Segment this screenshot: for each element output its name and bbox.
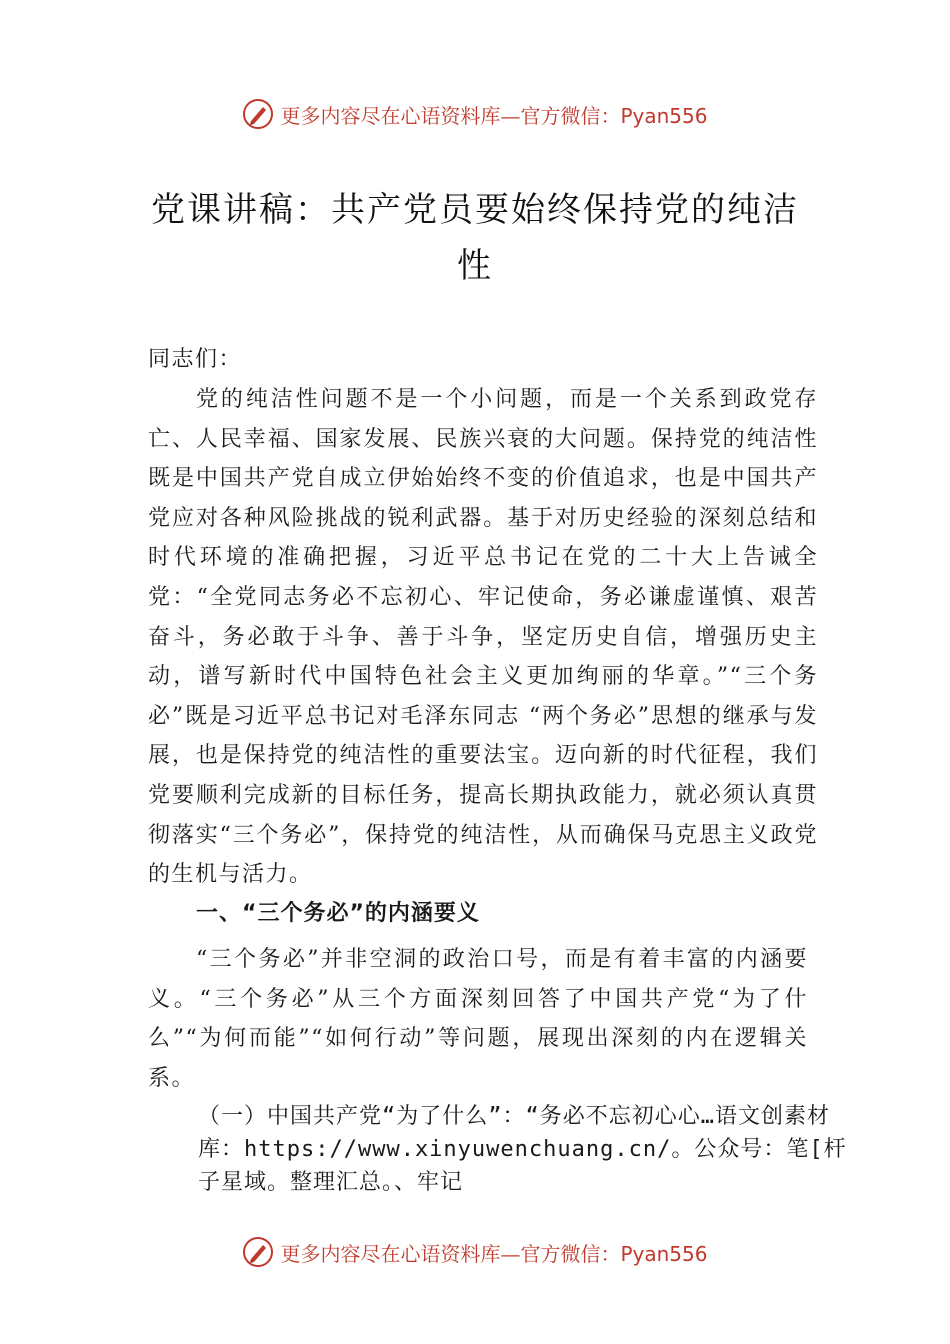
section-paragraph: “三个务必”并非空洞的政治口号，而是有着丰富的内涵要义。“三个务必”从三个方面深刻回答了中国共产党“为了什么”“为何而能”“如何行动”等问题，展现出深刻的内在逻辑关系。: [148, 947, 808, 1091]
banner-separator: —: [500, 1241, 521, 1266]
banner-slogan: 更多内容尽在心语资料库: [280, 103, 501, 128]
document-title: 党课讲稿：共产党员要始终保持党的纯洁性: [151, 190, 799, 286]
banner-slogan: 更多内容尽在心语资料库: [280, 1241, 501, 1266]
banner-wechat: 官方微信：Pyan556: [520, 103, 708, 128]
header-banner: [0, 94, 950, 134]
banner-separator: —: [500, 103, 521, 128]
sub-paragraph: （一）中国共产党“为了什么”：“务必不忘初心心…语文创素材库：https://www.xinyuwenchuang.cn/。公众号：笔[杆子星域。整理汇总。、牢记: [198, 1104, 847, 1195]
pen-logo-icon: [242, 1236, 274, 1268]
intro-paragraph: 党的纯洁性问题不是一个小问题，而是一个关系到政党存亡、人民幸福、国家发展、民族兴衰的大问题。保持党的纯洁性既是中国共产党自成立伊始始终不变的价值追求，也是中国共产党应对各种风险挑战的锐利武器。基于对历史经验的深刻总结和时代环境的准确把握，习近平总书记在党的二十大上告诫全党：“全党同志务必不忘初心、牢记使命，务必谦虚谨慎、艰苦奋斗，务必敢于斗争、善于斗争，坚定历史自信，增强历史主动，谱写新时代中国特色社会主义更加绚丽的华章。”“三个务必”既是习近平总书记对毛泽东同志 “两个务必”思想的继承与发展，也是保持党的纯洁性的重要法宝。迈向新的时代征程，我们党要顺利完成新的目标任务，提高长期执政能力，就必须认真贯彻落实“三个务必”，保持党的纯洁性，从而确保马克思主义政党的生机与活力。: [148, 387, 818, 888]
pen-logo-icon: [242, 98, 274, 130]
banner-wechat: 官方微信：Pyan556: [520, 1241, 708, 1266]
footer-banner: [0, 1232, 950, 1272]
greeting: 同志们：: [148, 347, 243, 372]
section-heading: 一、“三个务必”的内涵要义: [196, 901, 480, 926]
banner-text: [280, 100, 707, 129]
banner-text: [280, 1238, 707, 1267]
